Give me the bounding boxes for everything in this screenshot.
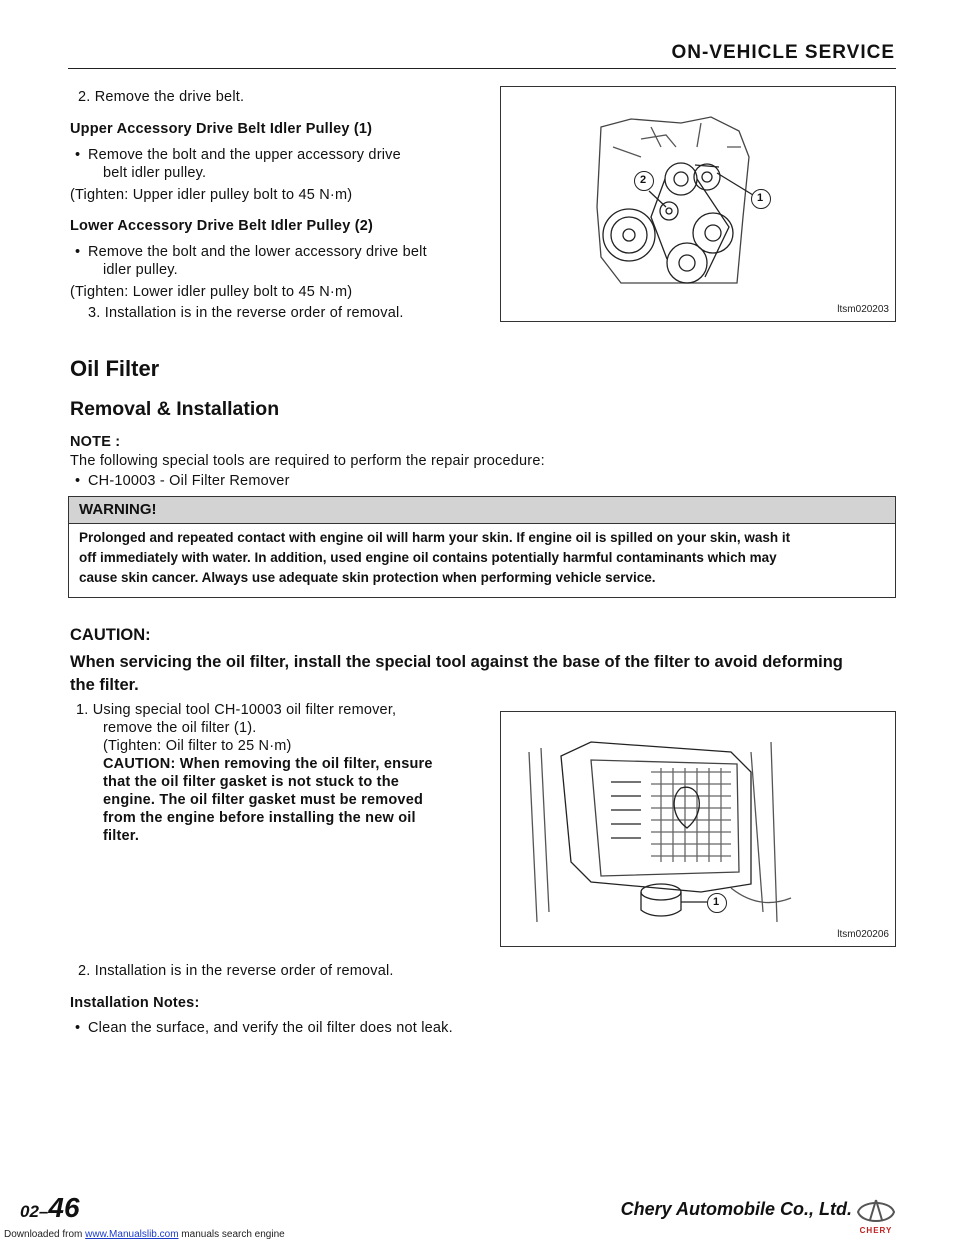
upper-idler-tighten: (Tighten: Upper idler pulley bolt to 45 N·m): [70, 187, 353, 203]
lower-idler-bullet: [88, 243, 427, 262]
callout-1-filter: 1: [713, 896, 720, 908]
filter-step1-line1: 1. Using special tool CH-10003 oil filter remover,: [76, 702, 397, 718]
callout-2: 2: [640, 174, 647, 186]
upper-idler-bullet-line2: belt idler pulley.: [103, 165, 207, 181]
step-installation-reverse: 3. Installation is in the reverse order of removal.: [88, 305, 404, 321]
oil-filter-illustration: [501, 712, 895, 946]
page-number-value: 46: [48, 1192, 80, 1223]
lower-idler-bullet-line2: idler pulley.: [103, 262, 178, 278]
drive-belt-illustration: [501, 87, 895, 321]
note-text: The following special tools are required to perform the repair procedure:: [70, 453, 545, 469]
special-tool-text: CH-10003 - Oil Filter Remover: [88, 473, 290, 489]
caution-line2: the filter.: [70, 676, 139, 694]
upper-idler-title: Upper Accessory Drive Belt Idler Pulley (1): [70, 121, 373, 137]
figure2-label: ltsm020206: [837, 929, 889, 940]
special-tool-item: [88, 472, 290, 491]
warning-body: [79, 528, 885, 588]
figure1-label: ltsm020203: [837, 304, 889, 315]
installation-notes-title: Installation Notes:: [70, 995, 200, 1011]
figure-drive-belt-pulleys: [500, 86, 896, 322]
filter-step1-line2: remove the oil filter (1).: [103, 720, 257, 736]
filter-caution-line2: that the oil filter gasket is not stuck to the: [103, 774, 400, 790]
company-name: Chery Automobile Co., Ltd.: [620, 1199, 852, 1219]
figure-oil-filter: [500, 711, 896, 947]
step-remove-drive-belt: 2. Remove the drive belt.: [78, 89, 245, 105]
filter-caution-line4: from the engine before installing the new oil: [103, 810, 416, 826]
note-label: NOTE :: [70, 434, 121, 450]
callout-1-marker: [751, 189, 771, 209]
caution-line1: When servicing the oil filter, install the special tool against the base of the filter to avoid deforming: [70, 653, 843, 671]
subsection-title-removal-installation: Removal & Installation: [70, 398, 280, 420]
filter-caution-line3: engine. The oil filter gasket must be removed: [103, 792, 424, 808]
chery-logo-text: CHERY: [859, 1226, 893, 1235]
page-number: [20, 1192, 80, 1224]
callout-2-marker: [634, 171, 654, 191]
installation-notes-text: Clean the surface, and verify the oil filter does not leak.: [88, 1020, 453, 1036]
callout-1-filter-marker: [707, 893, 727, 913]
lower-idler-tighten: (Tighten: Lower idler pulley bolt to 45 N·m): [70, 284, 353, 300]
warning-line3: cause skin cancer. Always use adequate skin protection when performing vehicle service.: [79, 570, 656, 585]
download-watermark: [4, 1229, 285, 1240]
warning-line2: off immediately with water. In addition, used engine oil contains potentially harmful contaminants which may: [79, 550, 777, 565]
installation-notes-bullet: [88, 1019, 453, 1038]
watermark-link[interactable]: www.Manualslib.com: [85, 1229, 179, 1240]
upper-idler-bullet-line1: Remove the bolt and the upper accessory drive: [88, 147, 401, 163]
header-rule: [68, 68, 896, 69]
warning-line1: Prolonged and repeated contact with engine oil will harm your skin. If engine oil is spilled on your skin, wash it: [79, 530, 791, 545]
section-title-oil-filter: Oil Filter: [70, 356, 160, 381]
warning-box: [68, 496, 896, 598]
page-number-prefix: 02–: [20, 1202, 49, 1221]
warning-header: [69, 497, 895, 524]
filter-caution-line5: filter.: [103, 828, 140, 844]
callout-1: 1: [757, 192, 764, 204]
upper-idler-bullet: [88, 146, 401, 165]
watermark-prefix: Downloaded from: [4, 1229, 86, 1240]
filter-step2: 2. Installation is in the reverse order of removal.: [78, 963, 394, 979]
page-header-title: ON-VEHICLE SERVICE: [671, 42, 895, 63]
caution-title: CAUTION:: [70, 626, 151, 644]
warning-title: WARNING!: [79, 501, 157, 518]
lower-idler-bullet-line1: Remove the bolt and the lower accessory drive belt: [88, 244, 427, 260]
lower-idler-title: Lower Accessory Drive Belt Idler Pulley (2): [70, 218, 374, 234]
filter-caution-line1: CAUTION: When removing the oil filter, ensure: [103, 756, 433, 772]
watermark-suffix: manuals search engine: [178, 1229, 285, 1240]
chery-logo: [854, 1190, 898, 1234]
filter-step1-line3: (Tighten: Oil filter to 25 N·m): [103, 738, 292, 754]
